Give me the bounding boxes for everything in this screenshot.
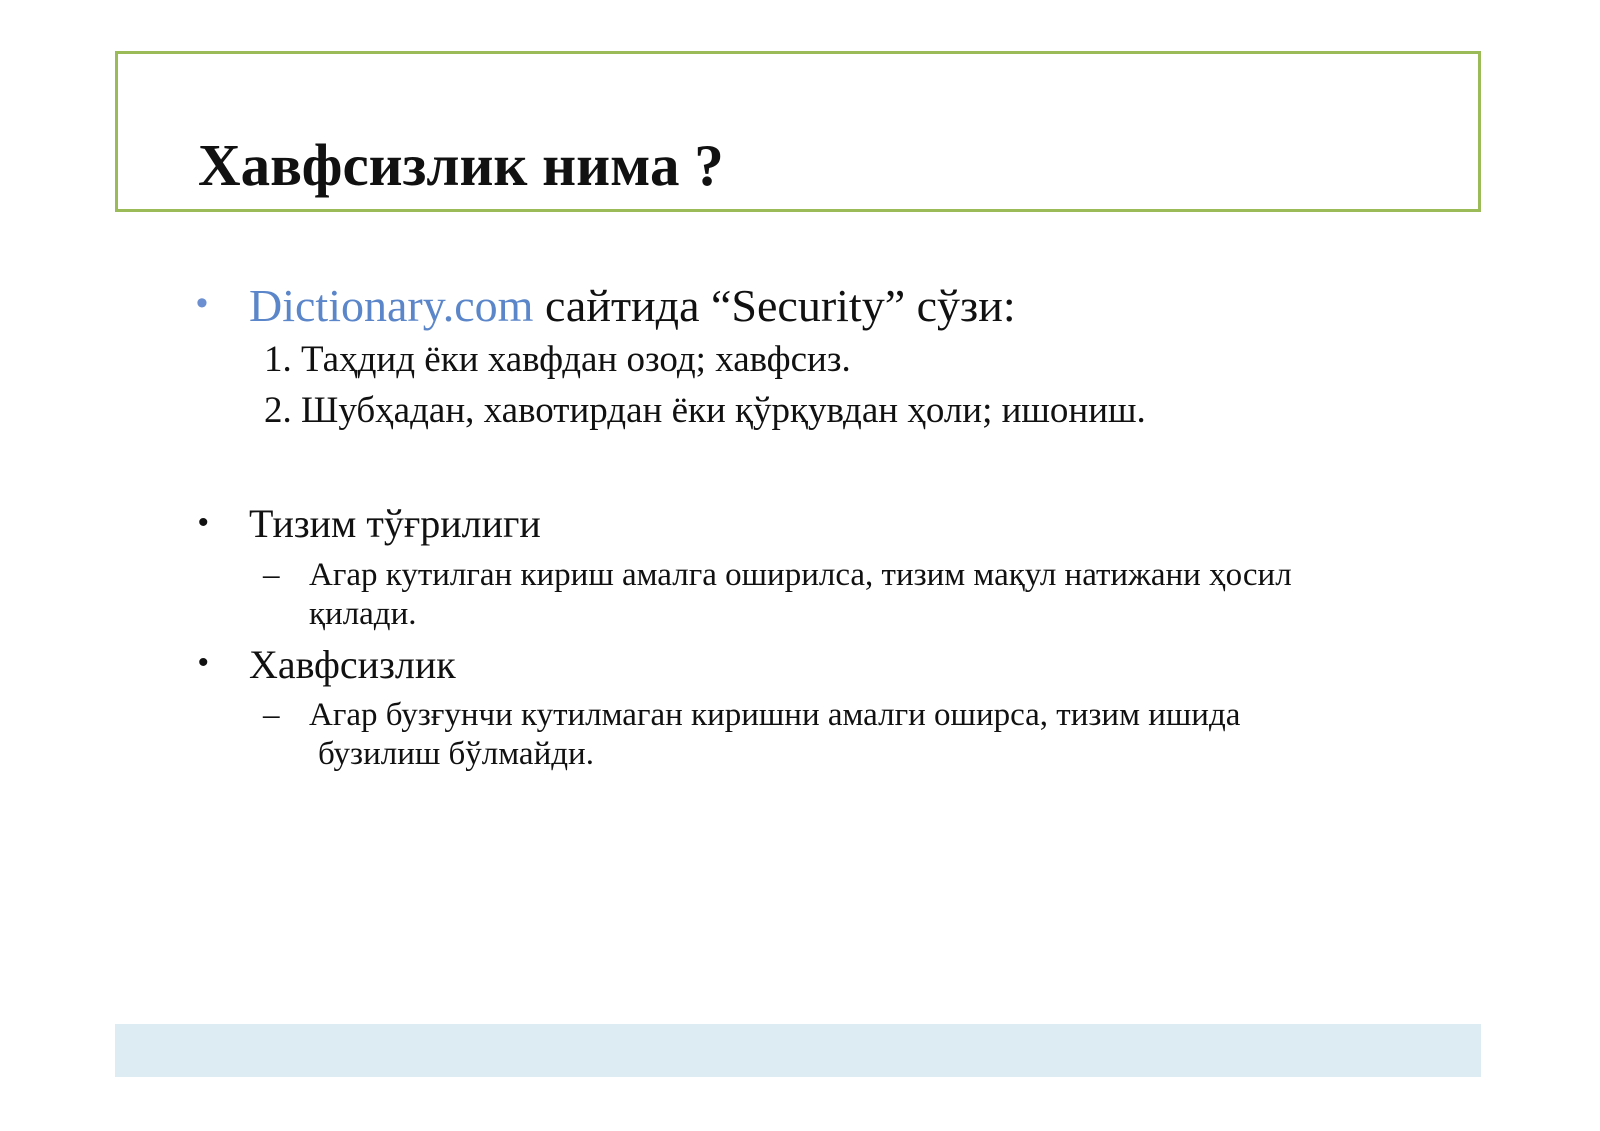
dash-marker: – <box>263 697 280 733</box>
title-box <box>115 51 1481 212</box>
bullet-marker: • <box>198 646 209 679</box>
sub-bullet-text: Агар кутилган кириш амалга оширилса, тизим мақул натижани ҳосил <box>309 557 1292 593</box>
bullet-marker: • <box>198 506 209 539</box>
numbered-item: 2. Шубҳадан, хавотирдан ёки қўрқувдан ҳоли; ишониш. <box>264 390 1146 431</box>
bullet-item-definition <box>249 279 1016 333</box>
dash-marker: – <box>263 557 280 593</box>
dictionary-link[interactable]: Dictionary.com <box>249 280 534 331</box>
sub-bullet-text: бузилиш бўлмайди. <box>318 736 594 772</box>
bullet-item-security: Хавфсизлик <box>249 642 456 687</box>
bullet-text: сайтида “Security” сўзи: <box>533 280 1016 331</box>
slide-title: Хавфсизлик нима ? <box>198 132 724 198</box>
bullet-marker: • <box>196 284 208 322</box>
numbered-item: 1. Таҳдид ёки хавфдан озод; хавфсиз. <box>264 339 851 380</box>
sub-bullet-text: Агар бузғунчи кутилмаган киришни амалги оширса, тизим ишида <box>309 697 1241 733</box>
sub-bullet-text: қилади. <box>309 596 417 632</box>
footer-band <box>115 1024 1481 1077</box>
bullet-item-correctness: Тизим тўғрилиги <box>249 501 541 546</box>
